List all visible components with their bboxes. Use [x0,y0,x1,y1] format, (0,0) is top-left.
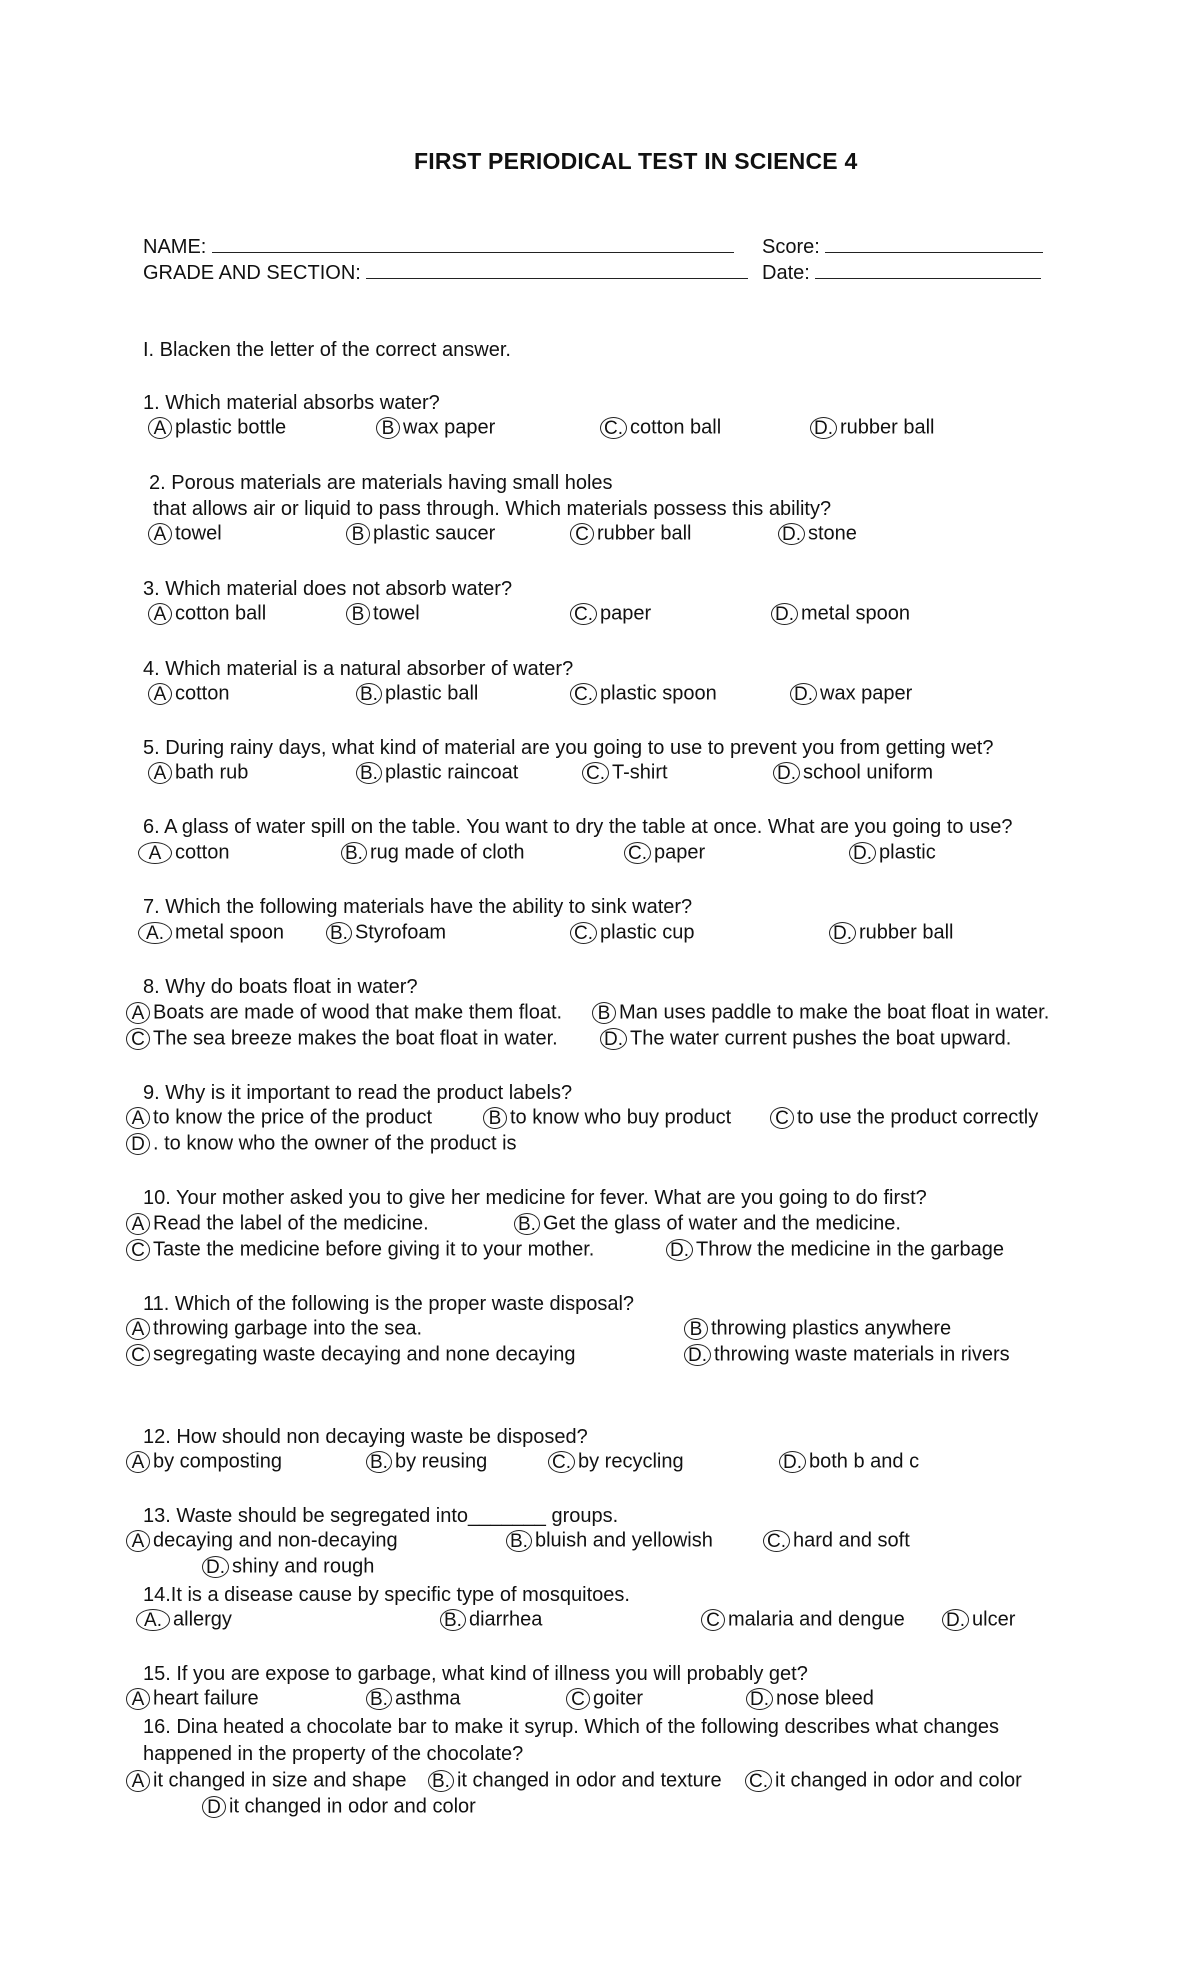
option-text: school uniform [803,761,934,784]
option-letter-circle[interactable]: C [126,1344,150,1366]
option-letter-circle[interactable]: D [126,1133,150,1155]
option-letter-circle[interactable]: C [566,1688,590,1710]
answer-option[interactable] [366,1686,461,1711]
option-text: segregating waste decaying and none decaying [153,1343,576,1366]
option-letter-circle[interactable]: A. [136,1609,170,1631]
answer-option[interactable] [376,415,495,440]
option-text: Man uses paddle to make the boat float in water. [619,1001,1050,1024]
option-text: plastic cup [600,921,695,944]
answer-option[interactable] [548,1449,684,1474]
option-letter-circle[interactable]: C. [570,683,597,705]
score-line[interactable] [825,232,1043,253]
answer-option[interactable] [582,760,668,785]
answer-option[interactable] [126,1105,432,1130]
option-letter-circle[interactable]: D. [942,1609,969,1631]
option-text: throwing garbage into the sea. [153,1317,423,1340]
answer-option[interactable] [428,1768,722,1793]
option-text: to know the price of the product [153,1106,433,1129]
answer-option[interactable] [506,1528,713,1553]
answer-option[interactable] [126,1211,429,1236]
option-letter-circle[interactable]: A [126,1770,150,1792]
option-text: hard and soft [793,1529,910,1552]
answer-option[interactable] [701,1607,905,1632]
option-letter-circle[interactable]: A [126,1451,150,1473]
score-field [762,232,1043,259]
option-text: by reusing [394,1450,488,1473]
question-stem: 16. Dina heated a chocolate bar to make it syrup. Which of the following describes what changes [143,1716,1000,1738]
score-label: Score: [762,236,820,258]
option-text: rubber ball [840,416,935,439]
option-letter-circle[interactable]: A [148,603,172,625]
option-letter-circle[interactable]: D [202,1796,226,1818]
grade-section-field [143,258,748,285]
option-text: cotton ball [175,602,267,625]
question-stem: 13. Waste should be segregated into_______ groups. [143,1505,619,1527]
answer-option[interactable] [346,601,420,626]
answer-option[interactable] [763,1528,910,1553]
question-stem: 9. Why is it important to read the product labels? [143,1082,573,1104]
option-letter-circle[interactable]: A [148,683,172,705]
option-text: cotton [175,841,230,864]
answer-option[interactable] [148,415,286,440]
option-text: malaria and dengue [728,1608,905,1631]
option-text: rubber ball [859,921,954,944]
date-label: Date: [762,262,810,284]
option-letter-circle[interactable]: C. [745,1770,772,1792]
option-letter-circle[interactable]: D. [849,842,876,864]
option-text: throwing plastics anywhere [711,1317,952,1340]
option-letter-circle[interactable]: D. [829,922,856,944]
option-letter-circle[interactable]: C [570,523,594,545]
option-letter-circle[interactable]: C. [600,417,627,439]
option-letter-circle[interactable]: B [346,603,370,625]
answer-option[interactable] [771,601,910,626]
option-text: paper [654,841,706,864]
answer-option[interactable] [684,1316,951,1341]
question-stem: 3. Which material does not absorb water? [143,578,513,600]
option-letter-circle[interactable]: A [126,1213,150,1235]
option-text: rug made of cloth [369,841,525,864]
option-letter-circle[interactable]: C. [570,603,597,625]
option-letter-circle[interactable]: B. [326,922,352,944]
option-text: rubber ball [597,522,692,545]
answer-option[interactable] [126,1000,562,1025]
answer-option[interactable] [346,521,495,546]
option-text: it changed in odor and texture [456,1769,722,1792]
option-letter-circle[interactable]: D. [773,762,800,784]
option-letter-circle[interactable]: B. [514,1213,540,1235]
option-text: by recycling [578,1450,684,1473]
question-stem: 8. Why do boats float in water? [143,976,418,998]
question-stem: 12. How should non decaying waste be disposed? [143,1426,588,1448]
option-text: asthma [394,1687,461,1710]
answer-option[interactable] [778,521,857,546]
option-letter-circle[interactable]: D. [771,603,798,625]
answer-option[interactable] [745,1768,1022,1793]
option-letter-circle[interactable]: A [126,1002,150,1024]
answer-option[interactable] [148,760,248,785]
option-letter-circle[interactable]: C [701,1609,725,1631]
option-letter-circle[interactable]: B [376,417,400,439]
answer-option[interactable] [770,1105,1038,1130]
option-text: Throw the medicine in the garbage [696,1238,1004,1261]
answer-option[interactable] [514,1211,901,1236]
option-letter-circle[interactable]: A [148,523,172,545]
option-letter-circle[interactable]: A. [138,922,172,944]
answer-option[interactable] [790,681,912,706]
question-stem: 2. Porous materials are materials having small holes [149,472,613,494]
option-letter-circle[interactable]: B. [366,1451,392,1473]
option-text: . to know who the owner of the product is [153,1132,517,1155]
option-text: metal spoon [801,602,910,625]
answer-option[interactable] [126,1131,517,1156]
option-letter-circle[interactable]: D. [746,1688,773,1710]
answer-option[interactable] [849,840,936,865]
option-letter-circle[interactable]: B [346,523,370,545]
option-text: Get the glass of water and the medicine. [542,1212,901,1235]
answer-option[interactable] [684,1342,1010,1367]
question-stem: 7. Which the following materials have the ability to sink water? [143,896,693,918]
option-text: metal spoon [175,921,284,944]
name-line[interactable] [212,232,734,253]
option-letter-circle[interactable]: B [592,1002,616,1024]
option-letter-circle[interactable]: C. [548,1451,575,1473]
answer-option[interactable] [829,920,954,945]
option-letter-circle[interactable]: A [126,1688,150,1710]
answer-option[interactable] [483,1105,731,1130]
option-letter-circle[interactable]: D. [666,1239,693,1261]
option-letter-circle[interactable]: C. [763,1530,790,1552]
option-text: plastic spoon [600,682,717,705]
answer-option[interactable] [126,1686,259,1711]
option-letter-circle[interactable]: D. [778,523,805,545]
option-letter-circle[interactable]: B. [440,1609,466,1631]
answer-option[interactable] [592,1000,1049,1025]
option-letter-circle[interactable]: A [126,1318,150,1340]
answer-option[interactable] [356,681,478,706]
option-text: plastic [879,841,936,864]
option-text: decaying and non-decaying [153,1529,398,1552]
answer-option[interactable] [810,415,935,440]
option-text: plastic bottle [175,416,287,439]
date-field [762,258,1041,285]
option-text: it changed in size and shape [153,1769,407,1792]
option-text: towel [175,522,222,545]
option-letter-circle[interactable]: C [126,1239,150,1261]
option-text: plastic saucer [373,522,496,545]
option-text: diarrhea [468,1608,543,1631]
page-title: FIRST PERIODICAL TEST IN SCIENCE 4 [414,148,858,174]
date-line[interactable] [815,258,1041,279]
option-text: cotton ball [630,416,722,439]
answer-option[interactable] [126,1528,398,1553]
grade-section-line[interactable] [366,258,748,279]
option-letter-circle[interactable]: C. [624,842,651,864]
option-letter-circle[interactable]: D. [810,417,837,439]
answer-option[interactable] [148,681,229,706]
question-stem: 6. A glass of water spill on the table. You want to dry the table at once. What are you going to use? [143,816,1013,838]
option-text: The sea breeze makes the boat float in water. [153,1027,558,1050]
option-letter-circle[interactable]: A [126,1530,150,1552]
answer-option[interactable] [779,1449,919,1474]
answer-option[interactable] [202,1554,374,1579]
option-text: Taste the medicine before giving it to your mother. [153,1238,595,1261]
answer-option[interactable] [138,840,229,865]
answer-option[interactable] [666,1237,1004,1262]
question-stem: 10. Your mother asked you to give her medicine for fever. What are you going to do first? [143,1187,927,1209]
option-text: Read the label of the medicine. [153,1212,429,1235]
answer-option[interactable] [126,1449,282,1474]
option-text: to use the product correctly [797,1106,1039,1129]
answer-option[interactable] [566,1686,643,1711]
question-stem-line2: that allows air or liquid to pass through. Which materials possess this ability? [153,498,832,520]
option-text: stone [808,522,857,545]
option-text: both b and c [809,1450,920,1473]
option-letter-circle[interactable]: D. [600,1028,627,1050]
question-stem-line2: happened in the property of the chocolate? [143,1743,524,1765]
option-text: heart failure [153,1687,259,1710]
answer-option[interactable] [341,840,524,865]
option-letter-circle[interactable]: C. [582,762,609,784]
option-letter-circle[interactable]: B. [428,1770,454,1792]
name-label: NAME: [143,236,207,258]
option-text: throwing waste materials in rivers [714,1343,1010,1366]
answer-option[interactable] [366,1449,487,1474]
option-text: wax paper [403,416,496,439]
option-text: wax paper [820,682,913,705]
name-field [143,232,734,259]
option-text: allergy [173,1608,232,1631]
option-text: T-shirt [612,761,668,784]
answer-option[interactable] [148,601,266,626]
option-text: shiny and rough [232,1555,375,1578]
option-letter-circle[interactable]: B. [356,683,382,705]
answer-option[interactable] [624,840,705,865]
answer-option[interactable] [126,1026,558,1051]
option-text: Boats are made of wood that make them float. [153,1001,563,1024]
answer-option[interactable] [773,760,933,785]
question-stem: 11. Which of the following is the proper waste disposal? [143,1293,635,1315]
question-stem: 4. Which material is a natural absorber of water? [143,658,574,680]
answer-option[interactable] [570,681,717,706]
answer-option[interactable] [126,1342,576,1367]
question-stem: 1. Which material absorbs water? [143,392,440,414]
answer-option[interactable] [570,521,692,546]
option-text: ulcer [972,1608,1016,1631]
option-letter-circle[interactable]: C [770,1107,794,1129]
question-stem: 5. During rainy days, what kind of material are you going to use to prevent you from getting wet? [143,737,994,759]
option-letter-circle[interactable]: B [483,1107,507,1129]
option-text: The water current pushes the boat upward. [630,1027,1012,1050]
option-letter-circle[interactable]: C. [570,922,597,944]
option-text: cotton [175,682,230,705]
option-letter-circle[interactable]: A [126,1107,150,1129]
option-letter-circle[interactable]: A [148,417,172,439]
option-text: it changed in odor and color [775,1769,1022,1792]
grade-section-label: GRADE AND SECTION: [143,262,361,284]
answer-option[interactable] [600,415,721,440]
option-text: nose bleed [776,1687,874,1710]
option-letter-circle[interactable]: B [684,1318,708,1340]
answer-option[interactable] [570,920,695,945]
answer-option[interactable] [570,601,651,626]
answer-option[interactable] [126,1768,407,1793]
option-text: bluish and yellowish [534,1529,713,1552]
option-letter-circle[interactable]: D. [790,683,817,705]
answer-option[interactable] [138,920,284,945]
answer-option[interactable] [600,1026,1011,1051]
option-text: it changed in odor and color [229,1795,476,1818]
option-letter-circle[interactable]: B. [366,1688,392,1710]
answer-option[interactable] [202,1794,476,1819]
question-stem: 15. If you are expose to garbage, what kind of illness you will probably get? [143,1663,808,1685]
answer-option[interactable] [148,521,222,546]
instructions: I. Blacken the letter of the correct answer. [143,339,511,361]
option-letter-circle[interactable]: D. [779,1451,806,1473]
option-text: goiter [593,1687,644,1710]
option-text: plastic ball [384,682,479,705]
question-stem: 14.It is a disease cause by specific type of mosquitoes. [143,1584,630,1606]
option-letter-circle[interactable]: B. [356,762,382,784]
answer-option[interactable] [326,920,446,945]
answer-option[interactable] [126,1316,422,1341]
option-letter-circle[interactable]: D. [684,1344,711,1366]
option-text: to know who buy product [510,1106,732,1129]
option-letter-circle[interactable]: D. [202,1556,229,1578]
option-letter-circle[interactable]: C [126,1028,150,1050]
option-text: bath rub [175,761,249,784]
answer-option[interactable] [440,1607,542,1632]
option-letter-circle[interactable]: A [148,762,172,784]
option-text: by composting [153,1450,282,1473]
option-letter-circle[interactable]: B. [506,1530,532,1552]
option-text: towel [373,602,420,625]
answer-option[interactable] [126,1237,594,1262]
option-letter-circle[interactable]: B. [341,842,367,864]
answer-option[interactable] [356,760,518,785]
option-text: Styrofoam [354,921,447,944]
answer-option[interactable] [746,1686,874,1711]
answer-option[interactable] [136,1607,232,1632]
option-text: plastic raincoat [384,761,519,784]
answer-option[interactable] [942,1607,1015,1632]
option-letter-circle[interactable]: A [138,842,172,864]
option-text: paper [600,602,652,625]
